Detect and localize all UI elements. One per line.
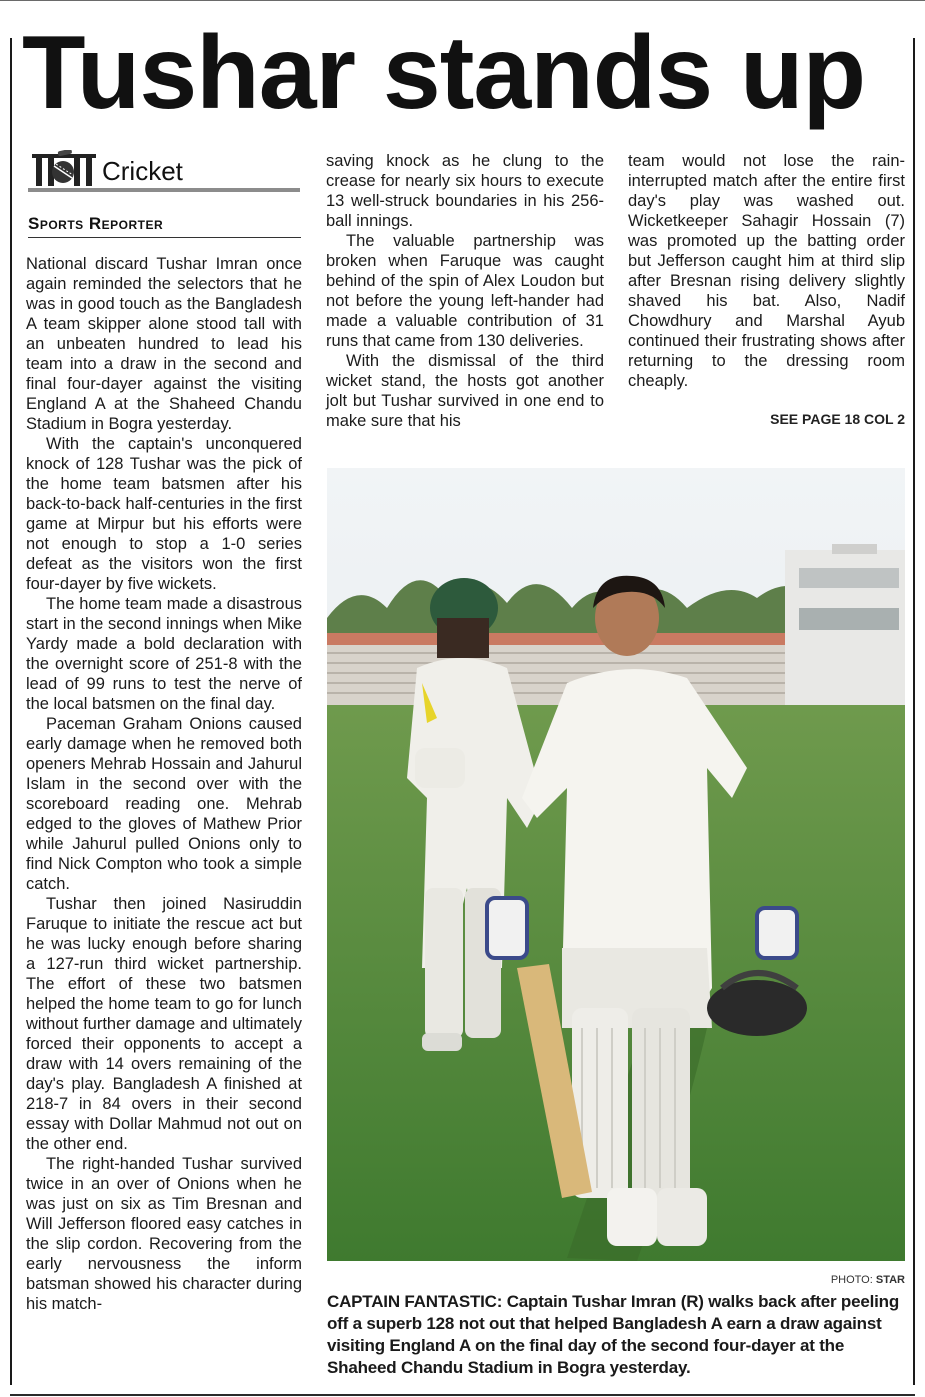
match-photo	[327, 468, 905, 1261]
paragraph: The right-handed Tushar survived twice in an over of Onions when he was just on six as Tim Bresnan and Will Jefferson floored easy catches in the slip cordon. Recovering from the early nervousness the inform batsman showed his character during his match-	[26, 1155, 302, 1313]
headline: Tushar stands up	[22, 15, 866, 131]
continuation-jump: SEE PAGE 18 COL 2	[770, 411, 905, 427]
paragraph: The home team made a disastrous start in the second innings when Mike Yardy made a bold declaration with the overnight score of 251-8 with the lead of 99 runs to test the nerve of the local batsmen on the final day.	[26, 595, 302, 713]
section-tag	[28, 150, 300, 192]
photo-credit-source: STAR	[875, 1274, 905, 1286]
paragraph: Paceman Graham Onions caused early damage when he removed both openers Mehrab Hossain and Jahurul Islam in the second over with the scoreboard reading one. Mehrab edged to the gloves of Mathew Prior while Jahurul pulled Onions only to find Nick Compton who took a simple catch.	[26, 715, 302, 893]
photo-caption: CAPTAIN FANTASTIC: Captain Tushar Imran (R) walks back after peeling off a superb 128 not out that helped Bangladesh A earn a draw against visiting England A on the final day of the second four-dayer at the Shaheed Chandu Stadium in Bogra yesterday.	[327, 1292, 900, 1377]
section-underline	[28, 188, 300, 192]
article-column-2	[326, 151, 604, 431]
top-rule	[0, 0, 925, 1]
paragraph: Tushar then joined Nasiruddin Faruque to initiate the rescue act but he was lucky enough before sharing a 127-run third wicket partnership. The effort of these two batsmen helped the home team to go for lunch without further damage and ultimately forced their opponents to accept a draw with 14 overs remaining of the day's play. Bangladesh A finished at 218-7 in 84 overs in their second essay with Dollar Mahmud not out on the other end.	[26, 895, 302, 1153]
byline: Sports Reporter	[28, 214, 164, 233]
cricket-wickets-ball-icon	[28, 150, 100, 186]
article-column-3	[628, 151, 905, 391]
paragraph: With the captain's unconquered knock of 128 Tushar was the pick of the home team batsmen after his back-to-back half-centuries in the first game at Mirpur but his efforts were not enough to stop a 1-0 series defeat as the visitors won the first four-dayer by five wickets.	[26, 435, 302, 593]
bottom-rule	[10, 1394, 915, 1396]
photo-credit	[327, 1273, 905, 1287]
paragraph: With the dismissal of the third wicket stand, the hosts got another jolt but Tushar survived in one end to make sure that his	[326, 352, 604, 430]
section-label: Cricket	[102, 156, 183, 186]
article-column-1	[26, 254, 302, 1314]
byline-rule	[28, 237, 301, 238]
paragraph: The valuable partnership was broken when Faruque was caught behind of the spin of Alex Loudon but not before the young left-hander had made a valuable contribution of 31 runs that came from 130 deliveries.	[326, 232, 604, 350]
left-border-rule	[10, 38, 12, 1385]
paragraph: team would not lose the rain-interrupted match after the entire first day's play was washed out. Wicketkeeper Sahagir Hossain (7) was promoted up the batting order but Jefferson caught him at third slip after Bresnan rising delivery slightly shaved his bat. Also, Nadif Chowdhury and Marshal Ayub continued their frustrating shows after returning to the dressing room cheaply.	[628, 152, 905, 390]
right-border-rule	[913, 38, 915, 1385]
paragraph: saving knock as he clung to the crease for nearly six hours to execute 13 well-struck boundaries in his 256-ball innings.	[326, 152, 604, 230]
paragraph: National discard Tushar Imran once again reminded the selectors that he was in good touch as the Bangladesh A team skipper alone stood tall with an unbeaten hundred to lead his team into a draw in the second and final four-dayer against the visiting England A at the Shaheed Chandu Stadium in Bogra yesterday.	[26, 255, 302, 433]
photo-credit-label: PHOTO:	[830, 1274, 873, 1286]
